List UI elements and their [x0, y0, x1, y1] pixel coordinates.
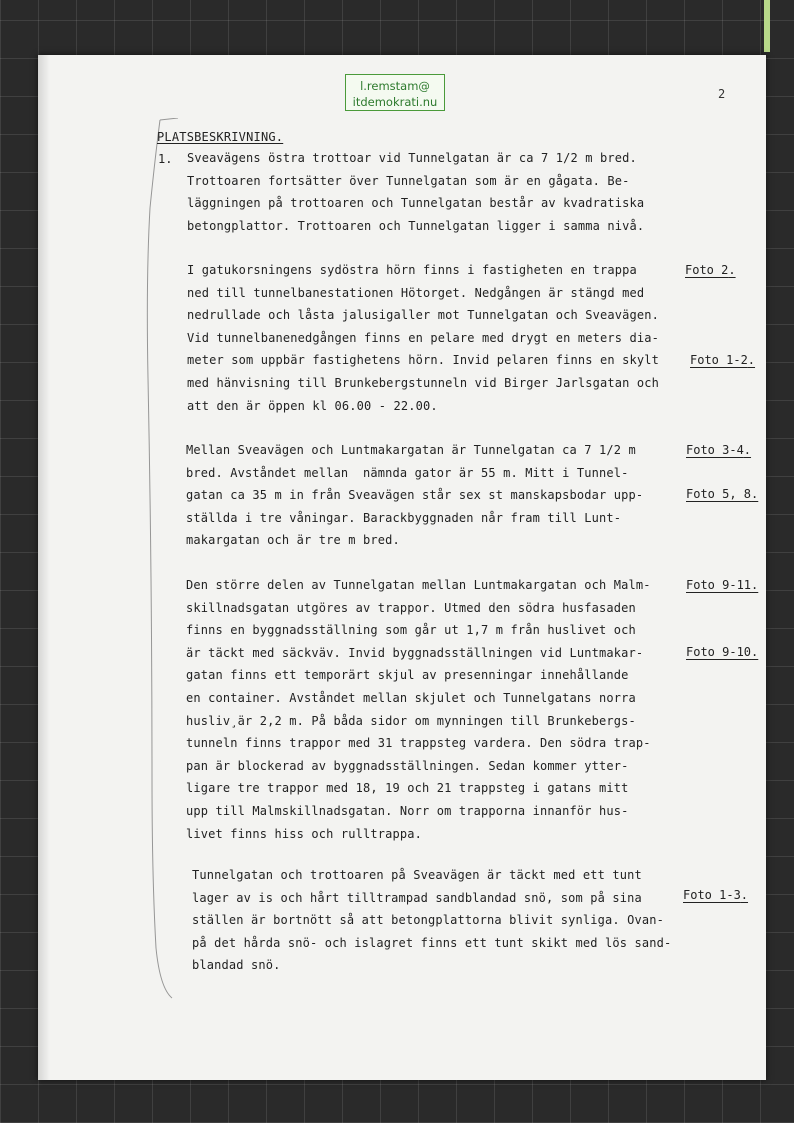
photo-reference: Foto 3-4.: [686, 443, 752, 457]
photo-reference: Foto 2.: [685, 263, 736, 277]
photo-reference: Foto 5, 8.: [686, 487, 759, 501]
photo-reference: Foto 1-2.: [690, 353, 756, 367]
paragraph-4: Den större delen av Tunnelgatan mellan Luntmakargatan och Malm- skillnadsgatan utgöres av trappor. Utmed den södra husfasaden finns en byggnadsställning som går ut 1,7 m från huslivet och är täckt med säckväv. Invid byggnadsställningen vid Luntmakar- gatan finns ett temporärt skjul av presenningar innehållande en container. Avståndet mellan skjulet och Tunnelgatans norra husliv¸är 2,2 m. På båda sidor om mynningen till Brunkebergs- tunneln finns trappor med 31 trappsteg vardera. Den södra trap- pan är blockerad av byggnadsställningen. Sedan kommer ytter- ligare tre trappor med 18, 19 och 21 trappsteg i gatans mitt upp till Malmskillnadsgatan. Norr om trapporna innanför hus- livet finns hiss och rulltrappa.: [186, 578, 651, 841]
handwritten-margin-line: [142, 118, 182, 1003]
paragraph-5: Tunnelgatan och trottoaren på Sveavägen är täckt med ett tunt lager av is och hårt tilltrampad sandblandad snö, som på sina ställen är bortnött så att betongplattorna blivit synliga. Ovan- på det hårda snö- och islagret finns ett tunt skikt med lös sand- blandad snö.: [192, 868, 672, 973]
background-green-edge: [764, 0, 770, 52]
photo-reference: Foto 9-10.: [686, 645, 759, 659]
paragraph-1: Sveavägens östra trottoar vid Tunnelgatan är ca 7 1/2 m bred. Trottoaren fortsätter över Tunnelgatan som är en gågata. Be- läggningen på trottoaren och Tunnelgatan består av kvadratiska betongplattor. Trottoaren och Tunnelgatan ligger i samma nivå.: [187, 151, 645, 233]
page-number: 2: [718, 87, 726, 101]
item-number: 1.: [158, 152, 173, 166]
email-stamp: [345, 74, 445, 111]
section-heading: PLATSBESKRIVNING.: [157, 130, 284, 144]
stamp-line-1: l.remstam@: [360, 79, 430, 93]
paragraph-3: Mellan Sveavägen och Luntmakargatan är Tunnelgatan ca 7 1/2 m bred. Avståndet mellan nämnda gator är 55 m. Mitt i Tunnel- gatan ca 35 m in från Sveavägen står sex st manskapsbodar upp- ställda i tre våningar. Barackbyggnaden når fram till Lunt- makargatan och är tre m bred.: [186, 443, 644, 548]
paragraph-2: I gatukorsningens sydöstra hörn finns i fastigheten en trappa ned till tunnelbanestationen Hötorget. Nedgången är stängd med nedrullade och låsta jalusigaller mot Tunnelgatan och Sveavägen. Vid tunnelbanenedgången finns en pelare med drygt en meters dia- meter som uppbär fastighetens hörn. Invid pelaren finns en skylt med hänvisning till Brunkebergstunneln vid Birger Jarlsgatan och att den är öppen kl 06.00 - 22.00.: [187, 263, 659, 413]
stamp-line-2: itdemokrati.nu: [352, 95, 438, 109]
page-shadow: [38, 55, 50, 1080]
photo-reference: Foto 9-11.: [686, 578, 759, 592]
photo-reference: Foto 1-3.: [683, 888, 749, 902]
